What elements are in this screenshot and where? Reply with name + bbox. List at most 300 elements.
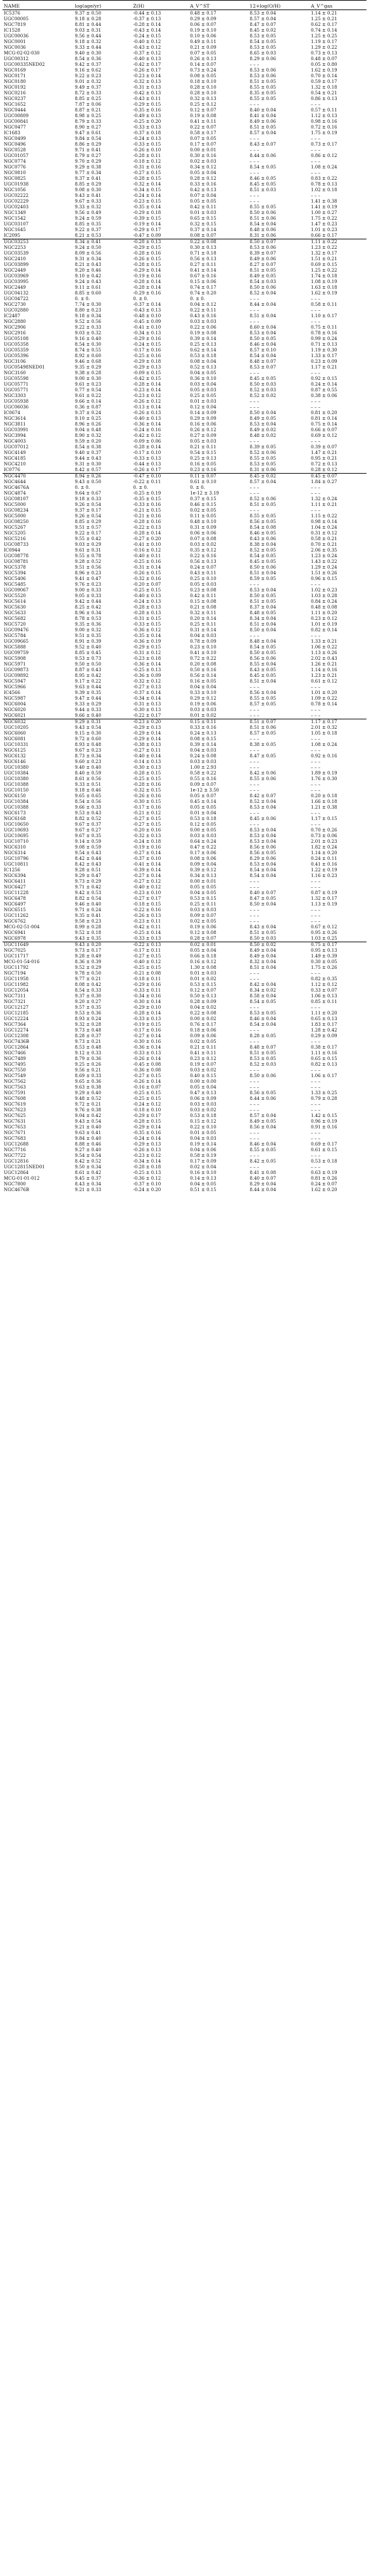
table-row — [3, 531, 366, 536]
value-cell: 9.33 ± 0.29 — [75, 702, 101, 707]
value-cell: 1.06 ± 0.13 — [311, 994, 337, 999]
table-row — [3, 862, 366, 868]
value-cell: -0.25 ± 0.15 — [133, 588, 161, 593]
value-cell: -0.30 ± 0.13 — [133, 707, 161, 712]
value-cell: -0.25 ± 0.15 — [133, 776, 161, 781]
table-row — [3, 16, 366, 22]
value-cell: 0.42 ± 0.11 — [190, 205, 216, 210]
value-cell: 9.12 ± 0.33 — [75, 1051, 101, 1056]
value-cell: 9.40 ± 0.30 — [75, 51, 101, 56]
value-cell: 8.45 ± 0.05 — [249, 673, 277, 678]
value-cell: 9.05 ± 0.33 — [75, 593, 101, 598]
value-cell: -0.37 ± 0.13 — [133, 16, 161, 22]
value-cell: – – – — [249, 439, 260, 444]
galaxy-name-cell: NGC1645 — [4, 227, 26, 232]
value-cell: 9.52 ± 0.40 — [75, 645, 101, 650]
value-cell: 9.55 ± 0.78 — [75, 553, 101, 559]
table-row — [3, 519, 366, 525]
value-cell: 8.48 ± 0.07 — [249, 359, 277, 364]
value-cell: 9.28 ± 0.52 — [75, 559, 101, 564]
value-cell: -0.41 ± 0.10 — [133, 542, 161, 547]
value-cell: -0.27 ± 0.20 — [133, 536, 161, 541]
value-cell: 1.32 ± 0.17 — [311, 251, 337, 256]
value-cell: – – – — [249, 491, 260, 496]
value-cell: 0.24 ± 0.14 — [311, 382, 337, 387]
galaxy-name-cell: NGC3811 — [4, 422, 26, 427]
galaxy-name-cell: MCG-02-02-030 — [4, 51, 40, 56]
value-cell: 8.51 ± 0.06 — [249, 216, 277, 221]
value-cell: 8.53 ± 0.06 — [249, 73, 277, 79]
galaxy-name-cell: UGC08107 — [4, 496, 29, 502]
galaxy-name-cell: NGC7619 — [4, 1102, 26, 1107]
value-cell: 8.45 ± 0.05 — [249, 182, 277, 187]
value-cell: 0.03 ± 0.02 — [190, 542, 216, 547]
value-cell: – – – — [311, 508, 321, 513]
value-cell: 0.24 ± 0.07 — [311, 1182, 337, 1187]
value-cell: 0.30 ± 0.16 — [190, 153, 216, 158]
value-cell: 9.52 ± 0.29 — [75, 965, 101, 970]
value-cell: 0.20 ± 0.08 — [190, 662, 216, 667]
value-cell: 0.03 ± 0.03 — [190, 907, 216, 912]
table-row — [3, 1142, 366, 1147]
galaxy-name-cell: NGC2916 — [4, 331, 26, 336]
table-row — [3, 182, 366, 187]
value-cell: 9.33 ± 0.32 — [75, 205, 101, 210]
galaxy-name-cell: NGC0001 — [4, 39, 26, 44]
value-cell: 9.50 ± 0.34 — [75, 1165, 101, 1170]
galaxy-name-cell: IC0776 — [4, 467, 20, 472]
galaxy-name-cell: UGC12688 — [4, 1142, 29, 1147]
value-cell: 0.47 ± 0.13 — [190, 1090, 216, 1095]
value-cell: 8.50 ± 0.04 — [249, 410, 277, 415]
value-cell: 0.37 ± 0.14 — [190, 227, 216, 232]
value-cell: 8.51 ± 0.05 — [249, 1051, 277, 1056]
value-cell: 9.15 ± 0.30 — [75, 731, 101, 736]
value-cell: 0.15 ± 0.12 — [190, 1119, 216, 1124]
value-cell: 0.91 ± 0.16 — [311, 1125, 337, 1130]
table-row — [3, 725, 366, 731]
galaxy-name-cell: IC0674 — [4, 410, 20, 415]
value-cell: 0.04 ± 0.03 — [190, 633, 216, 638]
value-cell: 0.03 ± 0.03 — [190, 707, 216, 712]
galaxy-name-cell: NGC1349 — [4, 210, 26, 215]
value-cell: 0.42 ± 0.13 — [190, 187, 216, 193]
table-row — [3, 713, 366, 719]
value-cell: 8.50 ± 0.06 — [249, 285, 277, 290]
value-cell: 8.96 ± 0.23 — [75, 571, 101, 576]
galaxy-name-cell: UGC00036 — [4, 34, 29, 39]
value-cell: -0.32 ± 0.14 — [133, 182, 161, 187]
value-cell: 0.04 ± 0.05 — [190, 370, 216, 376]
value-cell: 0.04 ± 0.03 — [190, 748, 216, 753]
value-cell: 1.17 ± 0.17 — [310, 719, 366, 726]
table-row — [3, 450, 366, 456]
table-row — [3, 399, 366, 405]
value-cell: 9.77 ± 0.34 — [75, 170, 101, 175]
value-cell: 9.08 ± 0.30 — [75, 187, 101, 193]
value-cell: 1.62 ± 0.20 — [311, 1187, 337, 1192]
value-cell: 9.33 ± 0.44 — [75, 45, 101, 50]
value-cell: 8.40 ± 0.07 — [249, 890, 277, 895]
value-cell: – – – — [249, 1068, 260, 1073]
value-cell: 0.32 ± 0.15 — [190, 222, 216, 227]
value-cell: 8.44 ± 0.04 — [249, 1187, 277, 1192]
value-cell: 0.09 ± 0.07 — [190, 913, 216, 918]
value-cell: 8.58 ± 0.04 — [249, 994, 277, 999]
value-cell: 0.29 ± 0.09 — [311, 1033, 337, 1039]
table-row — [3, 673, 366, 679]
value-cell: -0.28 ± 0.15 — [133, 176, 161, 181]
value-cell: 0.07 ± 0.05 — [190, 51, 216, 56]
value-cell: 8.55 ± 0.05 — [249, 514, 277, 519]
value-cell: -0.33 ± 0.11 — [133, 988, 161, 993]
value-cell: 8.82 ± 0.52 — [75, 816, 101, 821]
galaxy-name-cell: UGC00312 — [4, 56, 29, 61]
value-cell: 0.77 ± 0.54 — [75, 388, 101, 393]
value-cell: -0.27 ± 0.15 — [133, 1073, 161, 1078]
value-cell: -0.29 ± 0.15 — [133, 245, 161, 250]
galaxy-name-cell: MCG-01-54-016 — [4, 959, 40, 964]
value-cell: – – – — [311, 633, 321, 638]
value-cell: -0.26 ± 0.15 — [133, 256, 161, 262]
galaxy-name-cell: NGC1542 — [4, 216, 26, 221]
value-cell: -0.30 ± 0.14 — [133, 999, 161, 1004]
table-row — [3, 268, 366, 274]
galaxy-name-cell: UGC05358 — [4, 342, 29, 347]
value-cell: – – – — [249, 1028, 260, 1033]
table-row — [3, 936, 366, 942]
value-cell: 8.46 ± 0.05 — [249, 531, 277, 536]
value-cell: 8.61 ± 0.56 — [75, 776, 101, 781]
value-cell: -0.42 ± 0.13 — [133, 91, 161, 96]
value-cell: 0.66 ± 0.17 — [311, 233, 337, 238]
value-cell: 8.41 ± 0.04 — [249, 113, 277, 118]
value-cell: -0.40 ± 0.11 — [133, 553, 161, 559]
value-cell: -0.36 ± 0.08 — [133, 1068, 161, 1073]
table-row — [3, 639, 366, 645]
table-row — [3, 376, 366, 382]
value-cell: 0. ± 0. — [133, 485, 149, 490]
value-cell: -0.21 ± 0.08 — [133, 971, 161, 976]
galaxy-name-cell: NGC7563 — [4, 1085, 26, 1090]
value-cell: -0.29 ± 0.18 — [133, 210, 161, 215]
value-cell: – – – — [311, 685, 321, 690]
value-cell: 0.30 ± 0.13 — [190, 245, 216, 250]
value-cell: -0.14 ± 0.13 — [133, 759, 161, 764]
table-row — [3, 942, 366, 949]
value-cell: 1.41 ± 0.38 — [311, 199, 337, 204]
value-cell: 8.53 ± 0.07 — [249, 365, 277, 370]
value-cell: 0.01 ± 0.03 — [190, 210, 216, 215]
value-cell: 8.28 ± 0.05 — [249, 1033, 277, 1039]
value-cell: 8.38 ± 0.04 — [249, 542, 277, 547]
value-cell: 8.54 ± 0.38 — [75, 445, 101, 450]
value-cell: 9.53 ± 0.43 — [75, 811, 101, 816]
value-cell: 9.67 ± 0.33 — [75, 199, 101, 204]
value-cell: 8.74 ± 0.55 — [75, 348, 101, 353]
value-cell: 9.51 ± 0.57 — [75, 525, 101, 530]
value-cell: 8.42 ± 0.06 — [249, 771, 277, 776]
table-row — [3, 1176, 366, 1182]
galaxy-name-cell: NGC5614 — [4, 599, 26, 604]
value-cell: – – – — [311, 788, 321, 793]
value-cell: -0.27 ± 0.14 — [133, 873, 161, 878]
table-row — [3, 1045, 366, 1051]
value-cell: 0.09 ± 0.04 — [190, 862, 216, 867]
table-row — [3, 690, 366, 696]
value-cell: 8.54 ± 0.56 — [75, 799, 101, 804]
value-cell: 1.02 ± 0.18 — [311, 187, 337, 193]
value-cell: -0.31 ± 0.13 — [133, 85, 161, 90]
value-cell: -0.42 ± 0.12 — [133, 433, 161, 438]
value-cell: – – – — [249, 976, 260, 982]
galaxy-name-cell: UGC05359 — [4, 348, 29, 353]
value-cell: -0.36 ± 0.19 — [133, 639, 161, 644]
value-cell: 9.77 ± 0.21 — [75, 976, 101, 982]
value-cell: – – – — [249, 811, 260, 816]
value-cell: 8.85 ± 0.29 — [75, 519, 101, 524]
value-cell: -0.25 ± 0.15 — [133, 965, 161, 970]
value-cell: – – – — [249, 1130, 260, 1135]
value-cell: -0.28 ± 0.11 — [133, 153, 161, 158]
value-cell: 1.13 ± 0.19 — [311, 902, 337, 907]
value-cell: -0.27 ± 0.14 — [133, 1033, 161, 1039]
galaxy-name-cell: NGC3303 — [4, 393, 26, 398]
value-cell: -0.24 ± 0.16 — [133, 427, 161, 432]
value-cell: 0.67 ± 0.12 — [311, 925, 337, 930]
table-row — [3, 954, 366, 959]
value-cell: 8.47 ± 0.07 — [249, 22, 277, 27]
galaxy-name-cell: UGC05771 — [4, 382, 29, 387]
value-cell: 0.29 ± 0.09 — [190, 416, 216, 421]
value-cell: – – – — [311, 736, 321, 742]
value-cell: -0.33 ± 0.15 — [133, 622, 161, 627]
value-cell: -0.31 ± 0.14 — [133, 565, 161, 570]
value-cell: 0.74 ± 0.20 — [190, 291, 216, 296]
value-cell: -0.27 ± 0.15 — [133, 816, 161, 821]
value-cell: 0.40 ± 0.15 — [190, 1073, 216, 1078]
value-cell: 8.29 ± 0.06 — [249, 56, 277, 61]
value-cell: – – – — [311, 765, 321, 770]
value-cell: 0.16 ± 0.12 — [190, 959, 216, 964]
galaxy-name-cell: MCG-02-51-004 — [4, 925, 40, 930]
value-cell: 1.23 ± 0.22 — [311, 245, 337, 250]
table-row — [3, 811, 366, 816]
value-cell: 9.67 ± 0.37 — [75, 822, 101, 827]
value-cell: 1.30 ± 0.08 — [190, 965, 216, 970]
value-cell: 8.47 ± 0.05 — [249, 896, 277, 901]
value-cell: – – – — [311, 582, 321, 587]
value-cell: 9.67 ± 0.23 — [75, 748, 101, 753]
galaxy-name-cell: UGC04132 — [4, 291, 29, 296]
value-cell: -0.27 ± 0.15 — [133, 170, 161, 175]
galaxy-name-cell: UGC03107 — [4, 222, 29, 227]
value-cell: 8.93 ± 0.48 — [75, 742, 101, 747]
value-cell: -0.19 ± 0.16 — [133, 274, 161, 279]
table-row — [3, 873, 366, 879]
table-row — [3, 279, 366, 285]
table-row — [3, 788, 366, 793]
value-cell: – – – — [311, 748, 321, 753]
galaxy-name-cell: UGC06036 — [4, 405, 29, 410]
galaxy-name-cell: UGC10380 — [4, 765, 29, 770]
value-cell: 0.58 ± 0.19 — [190, 1153, 216, 1158]
value-cell: 9.76 ± 0.23 — [75, 582, 101, 587]
value-cell: 0.41 ± 0.11 — [190, 119, 216, 124]
table-row — [3, 227, 366, 233]
value-cell: 0.69 ± 0.12 — [311, 433, 337, 438]
value-cell: -0.23 ± 0.15 — [133, 199, 161, 204]
value-cell: 0.41 ± 0.11 — [190, 1051, 216, 1056]
value-cell: 8.29 ± 0.06 — [249, 856, 277, 861]
value-cell: 1.19 ± 0.30 — [311, 348, 337, 353]
value-cell: 9.63 ± 0.38 — [75, 1085, 101, 1090]
value-cell: 8.53 ± 0.05 — [249, 45, 277, 50]
value-cell: 8.56 ± 0.05 — [249, 850, 277, 856]
value-cell: 0.53 ± 0.18 — [190, 816, 216, 821]
value-cell: 8.57 ± 0.05 — [249, 731, 277, 736]
value-cell: 8.43 ± 0.07 — [249, 142, 277, 147]
table-row — [3, 845, 366, 850]
galaxy-name-cell: UGC10695 — [4, 833, 29, 838]
value-cell: 8.54 ± 0.05 — [249, 165, 277, 170]
value-cell: -0.36 ± 0.14 — [133, 662, 161, 667]
value-cell: 0.29 ± 0.12 — [190, 696, 216, 701]
value-cell: 0.73 ± 0.13 — [311, 51, 337, 56]
value-cell: 0.29 ± 0.09 — [190, 16, 216, 22]
value-cell: 0.22 ± 0.06 — [190, 325, 216, 330]
value-cell: – – – — [249, 62, 260, 67]
value-cell: – – – — [249, 633, 260, 638]
table-row — [3, 62, 366, 68]
value-cell: 9.61 ± 0.22 — [75, 393, 101, 398]
value-cell: 0.15 ± 0.08 — [190, 599, 216, 604]
value-cell: 9.33 ± 0.51 — [75, 782, 101, 787]
value-cell: 9.52 ± 0.18 — [75, 930, 101, 935]
value-cell: 0.36 ± 0.87 — [75, 405, 101, 410]
value-cell: 8.51 ± 0.04 — [249, 622, 277, 627]
galaxy-name-cell: NGC1056 — [4, 187, 26, 193]
value-cell: 0.81 ± 0.26 — [311, 1176, 337, 1181]
table-row — [3, 1079, 366, 1085]
value-cell: 8.52 ± 0.06 — [249, 496, 277, 502]
value-cell: 8.51 ± 0.07 — [249, 719, 310, 726]
table-row — [3, 342, 366, 348]
table-row — [3, 982, 366, 988]
value-cell: -0.26 ± 0.12 — [133, 399, 161, 404]
galaxy-name-cell: UGC10796 — [4, 856, 29, 861]
galaxy-name-cell: UGC05771 — [4, 388, 29, 393]
value-cell: 8.48 ± 0.05 — [249, 610, 277, 616]
table-row — [3, 445, 366, 450]
value-cell: -0.26 ± 0.17 — [133, 467, 161, 472]
value-cell: -0.29 ± 0.14 — [133, 268, 161, 273]
value-cell: – – – — [311, 1039, 321, 1044]
value-cell: 0.24 ± 0.07 — [190, 565, 216, 570]
value-cell: 0.25 ± 0.13 — [190, 456, 216, 461]
value-cell: 8.51 ± 0.05 — [249, 125, 277, 130]
galaxy-name-cell: NGC6762 — [4, 919, 26, 924]
galaxy-name-cell: NGC0169 — [4, 68, 26, 73]
value-cell: 0.72 ± 0.13 — [311, 462, 337, 467]
value-cell: 0.09 ± 0.07 — [190, 782, 216, 787]
value-cell: 9.18 ± 0.33 — [75, 496, 101, 502]
galaxy-name-cell: UGC00809 — [4, 113, 29, 118]
value-cell: – – – — [311, 1108, 321, 1113]
value-cell: 9.24 ± 0.59 — [75, 216, 101, 221]
value-cell: 8.53 ± 0.05 — [249, 1056, 277, 1061]
value-cell: 0.04 ± 0.03 — [190, 1136, 216, 1141]
value-cell: 8.42 ± 0.07 — [249, 793, 277, 799]
galaxy-name-cell: NGC5394 — [4, 571, 26, 576]
value-cell: 9.18 ± 0.46 — [75, 788, 101, 793]
galaxy-name-cell: NGC6146 — [4, 759, 26, 764]
value-cell: 9.22 ± 0.17 — [75, 531, 101, 536]
value-cell: 1.04 ± 0.24 — [311, 525, 337, 530]
table-row — [3, 1056, 366, 1062]
table-row — [3, 365, 366, 370]
table-row — [3, 245, 366, 251]
value-cell: 0.05 ± 0.05 — [190, 885, 216, 890]
value-cell: – – – — [249, 1102, 260, 1107]
value-cell: 0.74 ± 0.14 — [311, 28, 337, 33]
value-cell: 0.02 ± 0.05 — [190, 919, 216, 924]
value-cell: 9.49 ± 0.37 — [75, 85, 101, 90]
galaxy-name-cell: NGC6020 — [4, 707, 26, 712]
value-cell: 9.55 ± 0.42 — [75, 536, 101, 541]
header-log-age: log(age/yr) — [75, 3, 101, 9]
value-cell: – – – — [311, 159, 321, 164]
value-cell: 9.37 ± 0.24 — [75, 410, 101, 415]
value-cell: -0.16 ± 0.07 — [133, 1085, 161, 1090]
galaxy-name-cell: UGC11958 — [4, 976, 29, 982]
value-cell: 0.92 ± 0.15 — [311, 376, 337, 381]
value-cell: 9.11 ± 0.61 — [75, 285, 101, 290]
value-cell: 9.04 ± 0.48 — [75, 427, 101, 432]
value-cell: 9.26 ± 0.54 — [75, 514, 101, 519]
galaxy-name-cell: NGC2449 — [4, 285, 26, 290]
galaxy-name-cell: UGC09476 — [4, 628, 29, 633]
table-row — [3, 433, 366, 439]
table-row — [3, 856, 366, 862]
galaxy-name-cell: NGC0810 — [4, 170, 26, 175]
value-cell: -0.24 ± 0.12 — [133, 1102, 161, 1107]
value-cell: 8.65 ± 0.03 — [249, 51, 277, 56]
table-row — [3, 79, 366, 85]
table-row — [3, 553, 366, 559]
value-cell: 8.09 ± 0.56 — [75, 251, 101, 256]
value-cell: 0.02 ± 0.03 — [190, 159, 216, 164]
value-cell: -0.37 ± 0.12 — [133, 51, 161, 56]
table-row — [3, 959, 366, 965]
value-cell: 8.52 ± 0.04 — [249, 799, 277, 804]
value-cell: 0.07 ± 0.05 — [190, 136, 216, 141]
value-cell: 9.46 ± 0.40 — [75, 902, 101, 907]
value-cell: 9.43 ± 0.50 — [75, 479, 101, 484]
table-row — [3, 622, 366, 628]
galaxy-name-cell: NGC5267 — [4, 525, 26, 530]
value-cell: – – – — [311, 405, 321, 410]
value-cell: – – – — [311, 485, 321, 490]
table-row — [3, 22, 366, 28]
galaxy-name-cell: UGC11228 — [4, 890, 29, 895]
galaxy-name-cell: NGC2906 — [4, 325, 26, 330]
value-cell: 0.22 ± 0.11 — [190, 308, 216, 313]
value-cell: 0. ± 0. — [133, 296, 149, 301]
value-cell: 0.48 ± 0.17 — [190, 11, 216, 16]
value-cell: – – – — [249, 736, 260, 742]
value-cell: 0.73 ± 0.24 — [190, 68, 216, 73]
